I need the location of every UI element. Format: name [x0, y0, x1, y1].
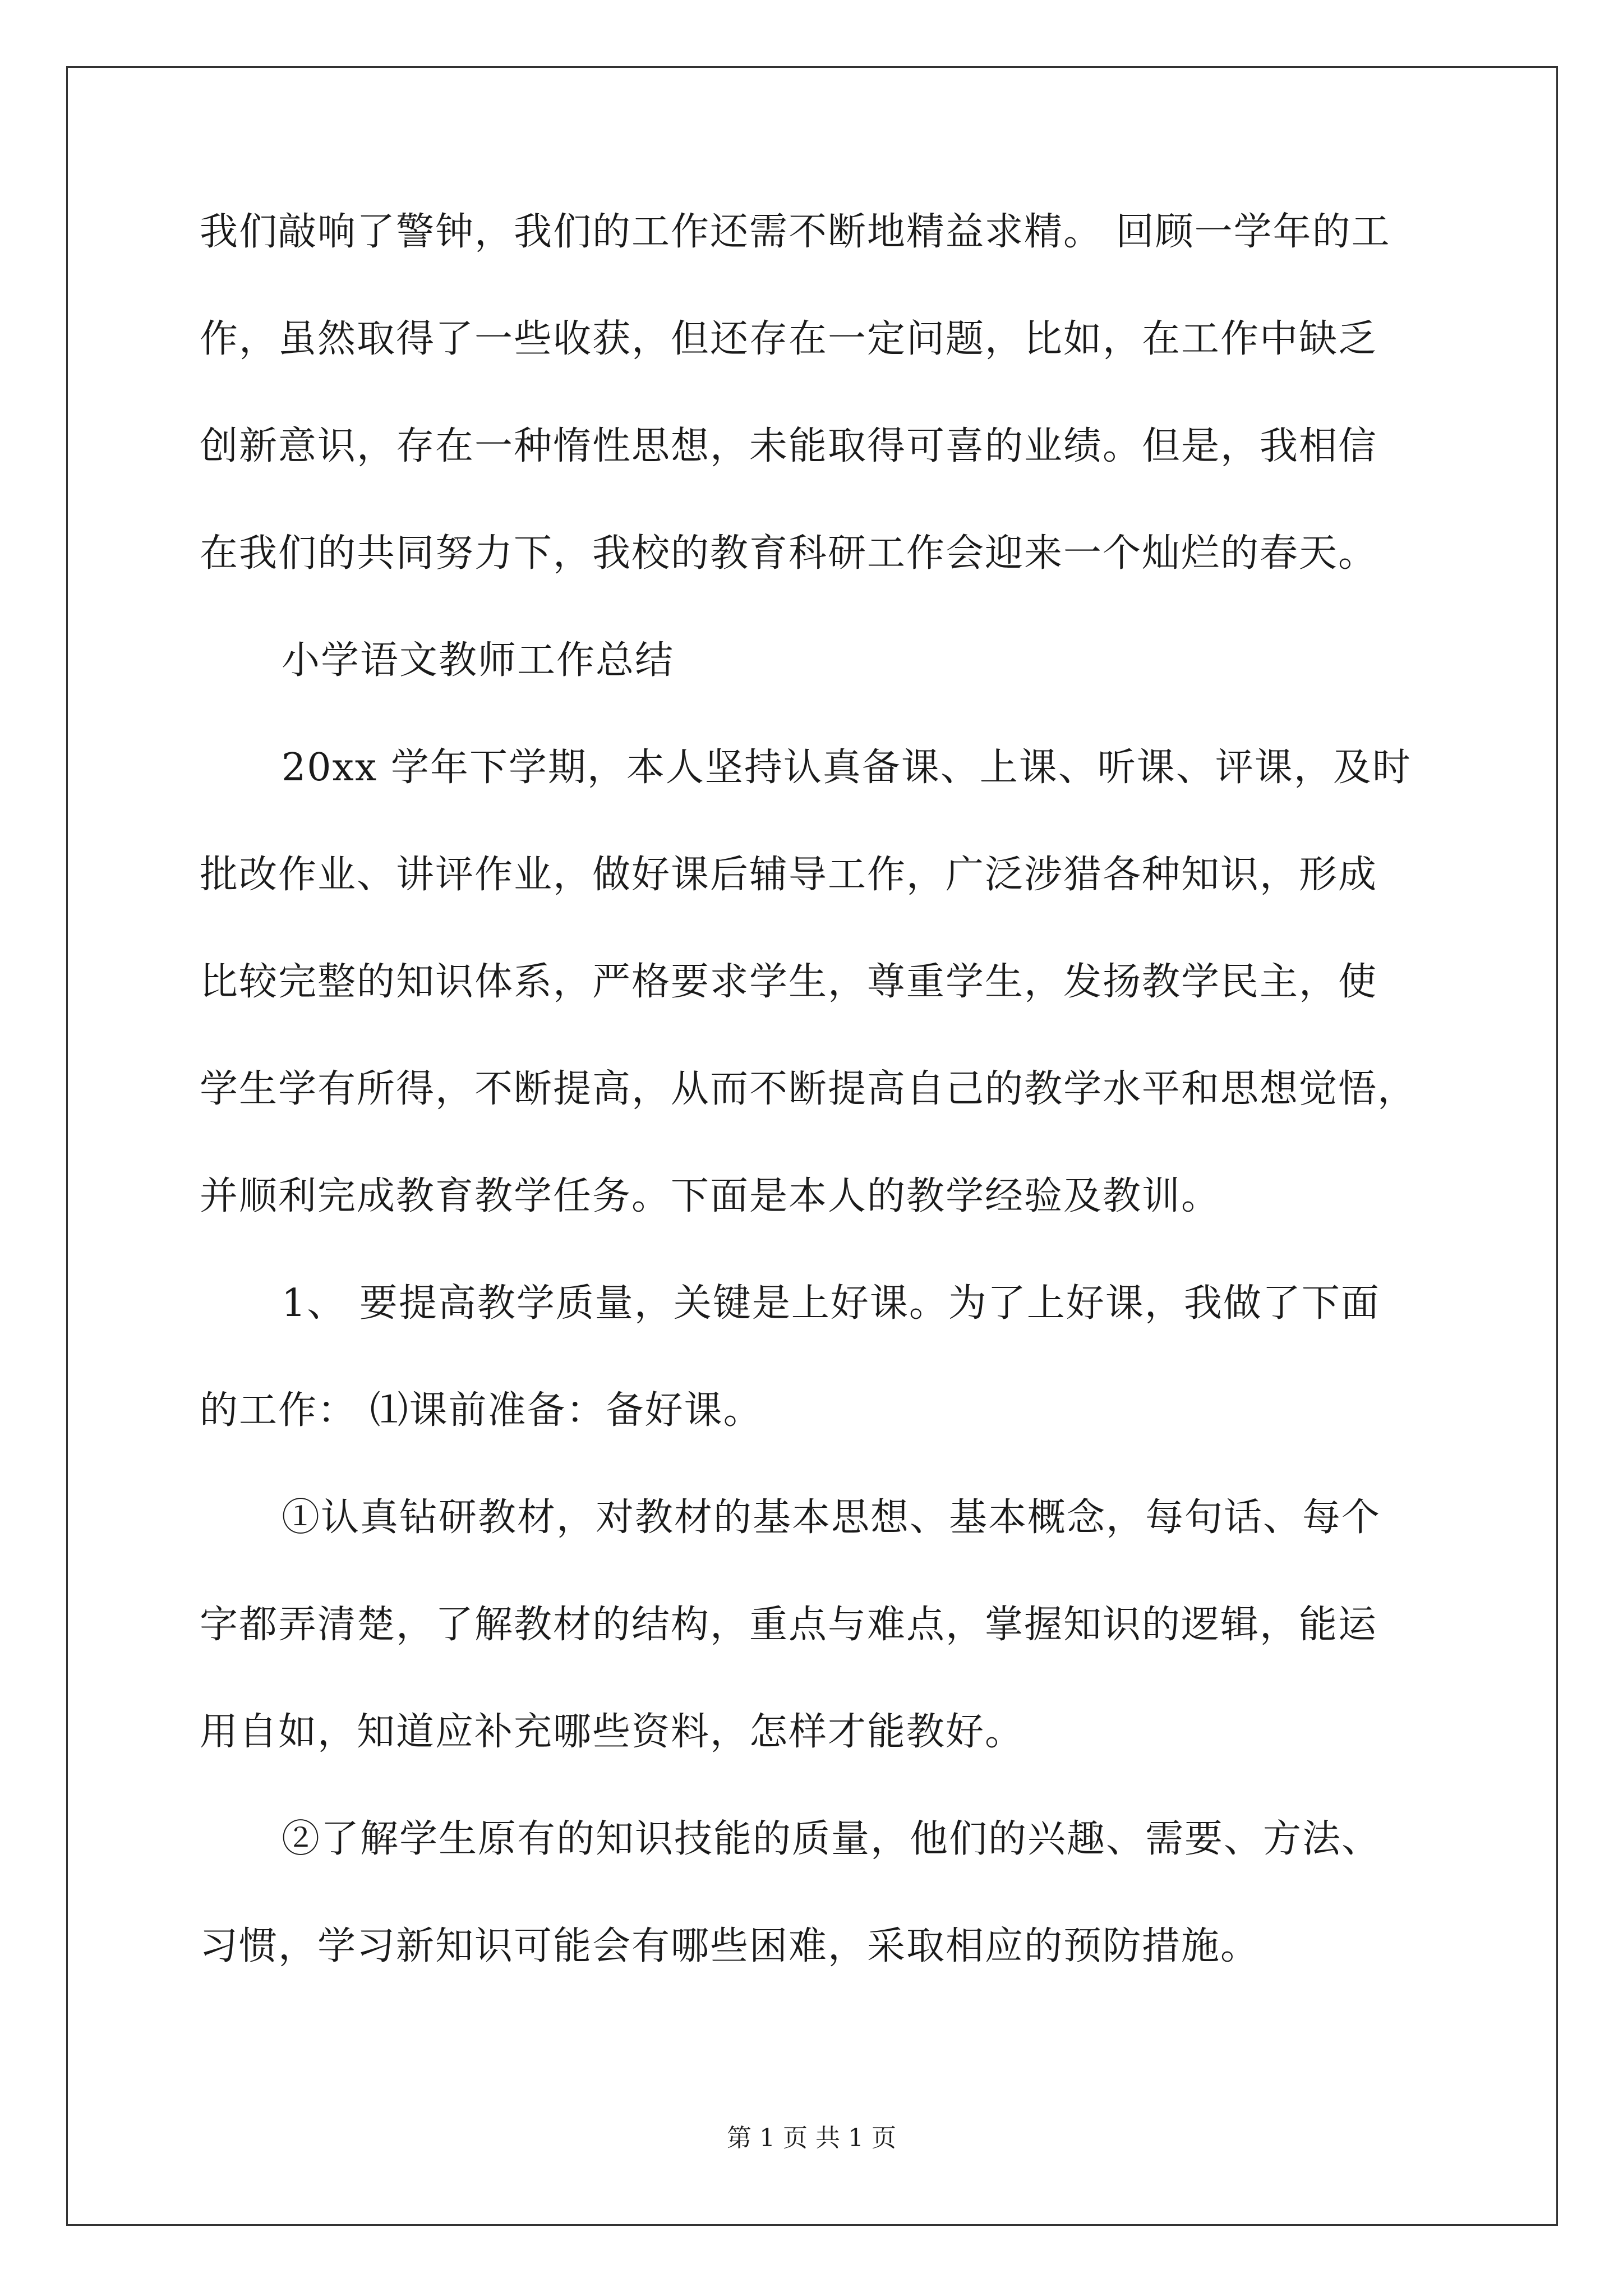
text-line: 学生学有所得，不断提高，从而不断提高自己的教学水平和思想觉悟，	[200, 1067, 1417, 1111]
text-line: ①认真钻研教材，对教材的基本思想、基本概念，每句话、每个	[282, 1496, 1381, 1540]
text-line: 并顺利完成教育教学任务。下面是本人的教学经验及教训。	[200, 1174, 1221, 1218]
text-line: 1、 要提高教学质量，关键是上好课。为了上好课，我做了下面	[282, 1281, 1380, 1326]
text-line: 习惯，学习新知识可能会有哪些困难，采取相应的预防措施。	[200, 1924, 1260, 1968]
text-line: 我们敲响了警钟，我们的工作还需不断地精益求精。 回顾一学年的工	[200, 210, 1391, 254]
text-line: ②了解学生原有的知识技能的质量，他们的兴趣、需要、方法、	[282, 1817, 1381, 1861]
document-body	[200, 210, 1433, 2035]
text-line: 比较完整的知识体系，严格要求学生，尊重学生，发扬教学民主，使	[200, 960, 1378, 1004]
page-number-footer: 第 1 页 共 1 页	[727, 2124, 896, 2152]
text-line: 的工作： ⑴课前准备：备好课。	[200, 1388, 763, 1433]
text-line: 创新意识，存在一种惰性思想，未能取得可喜的业绩。但是，我相信	[200, 424, 1378, 468]
section-title: 小学语文教师工作总结	[282, 638, 675, 683]
text-line: 字都弄清楚，了解教材的结构，重点与难点，掌握知识的逻辑，能运	[200, 1603, 1378, 1647]
text-line: 用自如，知道应补充哪些资料，怎样才能教好。	[200, 1710, 1025, 1754]
text-line: 20xx 学年下学期，本人坚持认真备课、上课、听课、评课，及时	[282, 746, 1412, 790]
text-line: 作，虽然取得了一些收获，但还存在一定问题，比如，在工作中缺乏	[200, 317, 1378, 361]
text-line: 批改作业、讲评作业，做好课后辅导工作，广泛涉猎各种知识，形成	[200, 853, 1378, 897]
text-line: 在我们的共同努力下，我校的教育科研工作会迎来一个灿烂的春天。	[200, 531, 1378, 576]
